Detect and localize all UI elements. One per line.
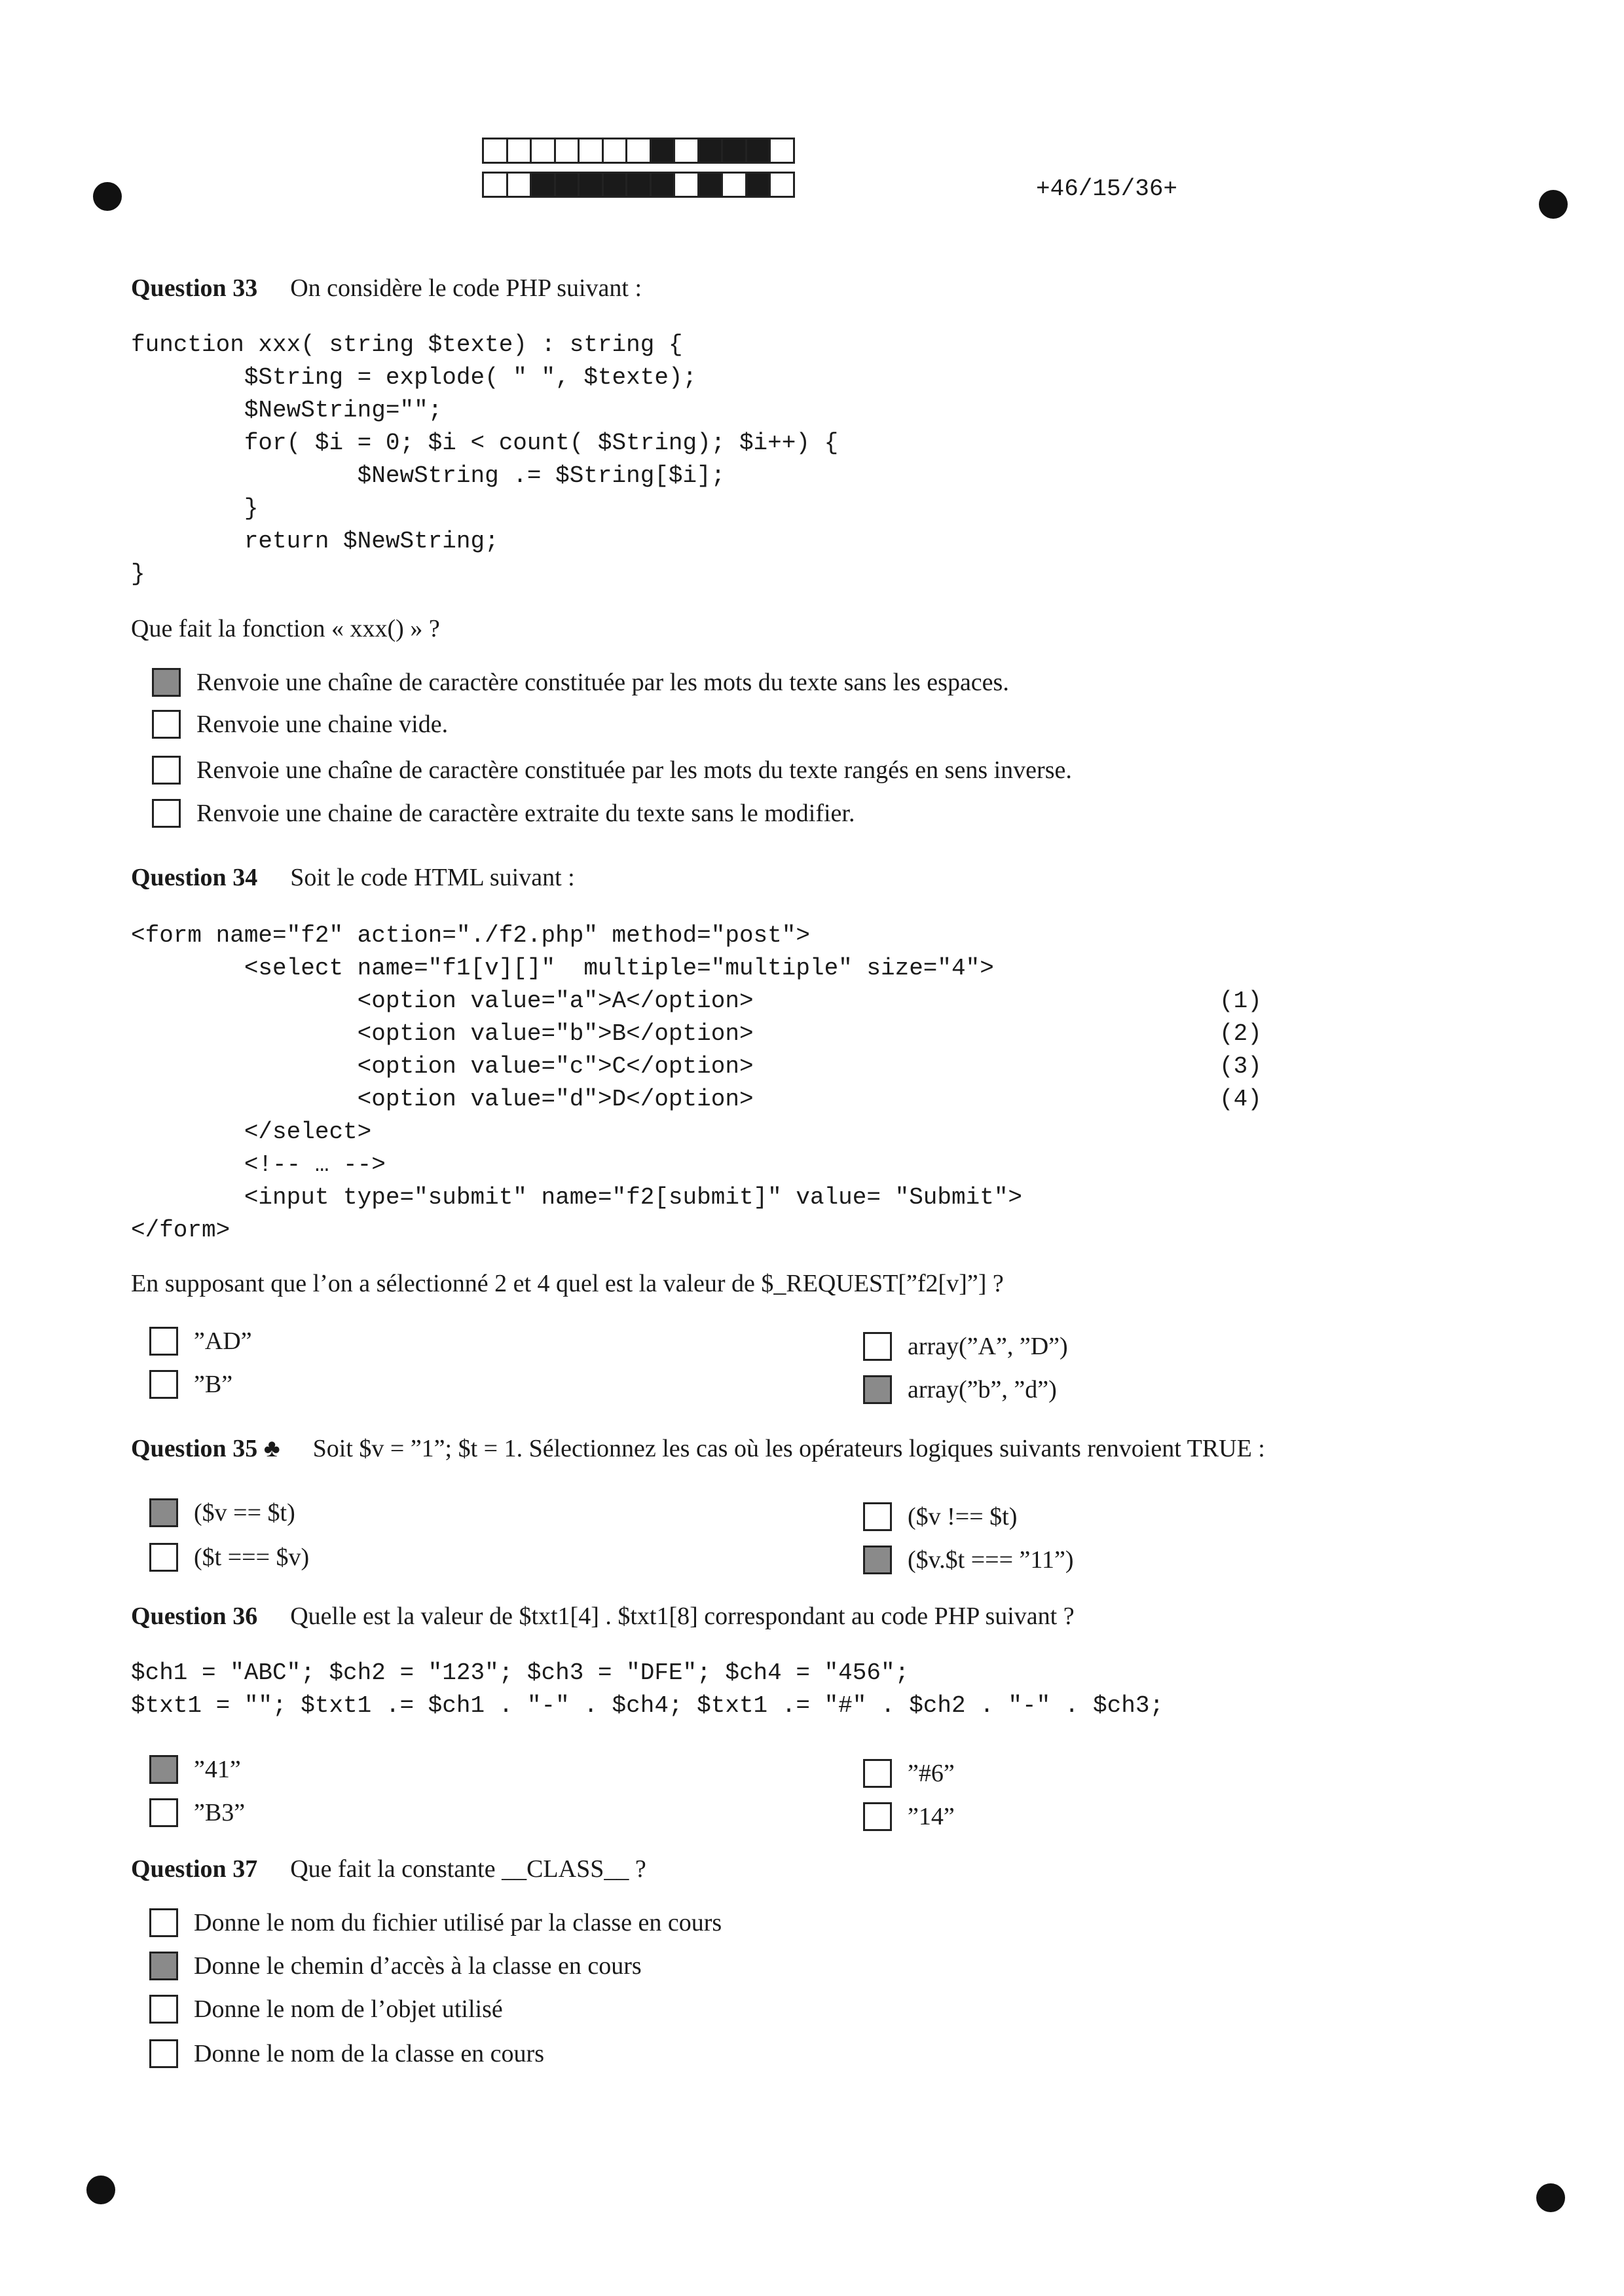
q34-option-1[interactable] [149, 1327, 252, 1356]
question-title: Que fait la constante __CLASS__ ? [290, 1855, 646, 1883]
q37-option-4[interactable] [149, 2039, 544, 2068]
q34-code-block [131, 919, 1022, 1247]
code-line: $txt1 = ""; $txt1 .= $ch1 . "-" . $ch4; $txt1 .= "#" . $ch2 . "-" . $ch3; [131, 1692, 1164, 1719]
question-title: Soit $v = ”1”; $t = 1. Sélectionnez les cas où les opérateurs logiques suivants renvoient TRUE : [312, 1435, 1265, 1462]
question-number: Question 37 [131, 1855, 258, 1883]
checkbox[interactable] [149, 1370, 178, 1399]
q36-option-1[interactable] [149, 1755, 241, 1784]
code-line: </select> [131, 1119, 372, 1145]
code-line: $String = explode( " ", $texte); [131, 364, 697, 391]
checkbox[interactable] [863, 1759, 892, 1788]
q33-prompt: Que fait la fonction « xxx() » ? [131, 615, 440, 642]
code-line: <option value="b">B</option> [131, 1020, 754, 1047]
question-number: Question 36 [131, 1602, 258, 1630]
q34-line-labels [1219, 985, 1262, 1116]
option-label: Donne le nom de l’objet utilisé [194, 1995, 503, 2023]
option-label: ”B” [194, 1371, 233, 1398]
checkbox-checked[interactable] [863, 1546, 892, 1574]
question-34-heading [131, 863, 575, 892]
question-number: Question 34 [131, 864, 258, 891]
option-label: Donne le nom du fichier utilisé par la classe en cours [194, 1909, 722, 1936]
question-title: Quelle est la valeur de $txt1[4] . $txt1[8] correspondant au code PHP suivant ? [290, 1602, 1075, 1630]
checkbox[interactable] [863, 1332, 892, 1361]
option-label: array(”b”, ”d”) [908, 1376, 1057, 1403]
q33-option-3[interactable] [152, 756, 1072, 785]
barcode-row-2 [482, 172, 795, 198]
option-label: ”AD” [194, 1327, 252, 1355]
q35-option-4[interactable] [863, 1546, 1074, 1574]
code-line: <form name="f2" action="./f2.php" method="post"> [131, 922, 810, 949]
checkbox-checked[interactable] [863, 1375, 892, 1404]
question-37-heading [131, 1855, 646, 1883]
checkbox[interactable] [149, 1327, 178, 1356]
question-33-heading [131, 274, 642, 303]
line-label: (3) [1219, 1053, 1262, 1080]
option-label: array(”A”, ”D”) [908, 1333, 1068, 1360]
checkbox[interactable] [863, 1802, 892, 1831]
option-label: Renvoie une chaîne de caractère constituée par les mots du texte sans les espaces. [196, 669, 1009, 696]
option-label: ($v.$t === ”11”) [908, 1546, 1074, 1574]
page-id: +46/15/36+ [1036, 176, 1178, 202]
question-title: Soit le code HTML suivant : [290, 864, 575, 891]
registration-mark-bottom-left [86, 2176, 115, 2204]
checkbox-checked[interactable] [149, 1755, 178, 1784]
option-label: Donne le nom de la classe en cours [194, 2040, 544, 2067]
q35-option-2[interactable] [863, 1502, 1017, 1531]
option-label: Renvoie une chaîne de caractère constituée par les mots du texte rangés en sens inverse. [196, 756, 1072, 784]
q35-option-1[interactable] [149, 1498, 295, 1527]
option-label: ”#6” [908, 1760, 955, 1787]
option-label: ($t === $v) [194, 1544, 310, 1571]
checkbox[interactable] [149, 2039, 178, 2068]
code-line: <select name="f1[v][]" multiple="multiple" size="4"> [131, 955, 994, 982]
q36-option-3[interactable] [149, 1798, 245, 1827]
q34-option-4[interactable] [863, 1375, 1057, 1404]
option-label: ”41” [194, 1756, 241, 1783]
code-line: <option value="c">C</option> [131, 1053, 754, 1080]
code-line: } [131, 495, 259, 522]
code-line: function xxx( string $texte) : string { [131, 331, 683, 358]
registration-mark-top-left [93, 182, 122, 211]
option-label: ”B3” [194, 1799, 246, 1826]
registration-mark-top-right [1539, 190, 1568, 219]
q33-option-2[interactable] [152, 710, 448, 739]
checkbox[interactable] [152, 756, 181, 785]
line-label: (2) [1219, 1020, 1262, 1047]
code-line: <input type="submit" name="f2[submit]" value= "Submit"> [131, 1184, 1023, 1211]
q34-option-3[interactable] [149, 1370, 232, 1399]
q37-option-2[interactable] [149, 1952, 642, 1980]
q35-option-3[interactable] [149, 1543, 309, 1572]
question-36-heading [131, 1602, 1075, 1631]
code-line: <option value="a">A</option> [131, 988, 754, 1014]
q36-code-block [131, 1657, 1164, 1722]
checkbox-checked[interactable] [149, 1498, 178, 1527]
question-title: On considère le code PHP suivant : [290, 274, 642, 302]
q33-option-4[interactable] [152, 799, 855, 828]
checkbox[interactable] [863, 1502, 892, 1531]
q34-prompt: En supposant que l’on a sélectionné 2 et 4 quel est la valeur de $_REQUEST[”f2[v]”] ? [131, 1270, 1004, 1297]
code-line: </form> [131, 1217, 231, 1244]
q37-option-1[interactable] [149, 1908, 722, 1937]
checkbox[interactable] [152, 710, 181, 739]
registration-mark-bottom-right [1536, 2183, 1565, 2212]
q36-option-4[interactable] [863, 1802, 955, 1831]
question-35-heading [131, 1434, 1265, 1463]
q33-code-block [131, 329, 838, 591]
option-label: Renvoie une chaine vide. [196, 711, 449, 738]
line-label: (1) [1219, 988, 1262, 1014]
option-label: ”14” [908, 1803, 955, 1830]
q37-option-3[interactable] [149, 1995, 503, 2024]
checkbox[interactable] [149, 1995, 178, 2024]
checkbox-checked[interactable] [149, 1952, 178, 1980]
checkbox-checked[interactable] [152, 668, 181, 697]
question-number: Question 33 [131, 274, 258, 302]
question-number: Question 35 ♣ [131, 1435, 280, 1462]
checkbox[interactable] [152, 799, 181, 828]
barcode-row-1 [482, 138, 795, 164]
line-label: (4) [1219, 1086, 1262, 1113]
option-label: Renvoie une chaine de caractère extraite du texte sans le modifier. [196, 800, 855, 827]
option-label: ($v !== $t) [908, 1503, 1018, 1530]
checkbox[interactable] [149, 1908, 178, 1937]
q36-option-2[interactable] [863, 1759, 955, 1788]
option-label: ($v == $t) [194, 1499, 295, 1527]
checkbox[interactable] [149, 1798, 178, 1827]
option-label: Donne le chemin d’accès à la classe en cours [194, 1952, 642, 1980]
q33-option-1[interactable] [152, 668, 1009, 697]
code-line: <!-- … --> [131, 1151, 386, 1178]
code-line: return $NewString; [131, 528, 499, 555]
code-line: $NewString=""; [131, 397, 443, 424]
checkbox[interactable] [149, 1543, 178, 1572]
code-line: } [131, 561, 145, 587]
code-line: for( $i = 0; $i < count( $String); $i++) { [131, 430, 839, 456]
code-line: $NewString .= $String[$i]; [131, 462, 726, 489]
code-line: <option value="d">D</option> [131, 1086, 754, 1113]
q34-option-2[interactable] [863, 1332, 1068, 1361]
code-line: $ch1 = "ABC"; $ch2 = "123"; $ch3 = "DFE"; $ch4 = "456"; [131, 1659, 910, 1686]
